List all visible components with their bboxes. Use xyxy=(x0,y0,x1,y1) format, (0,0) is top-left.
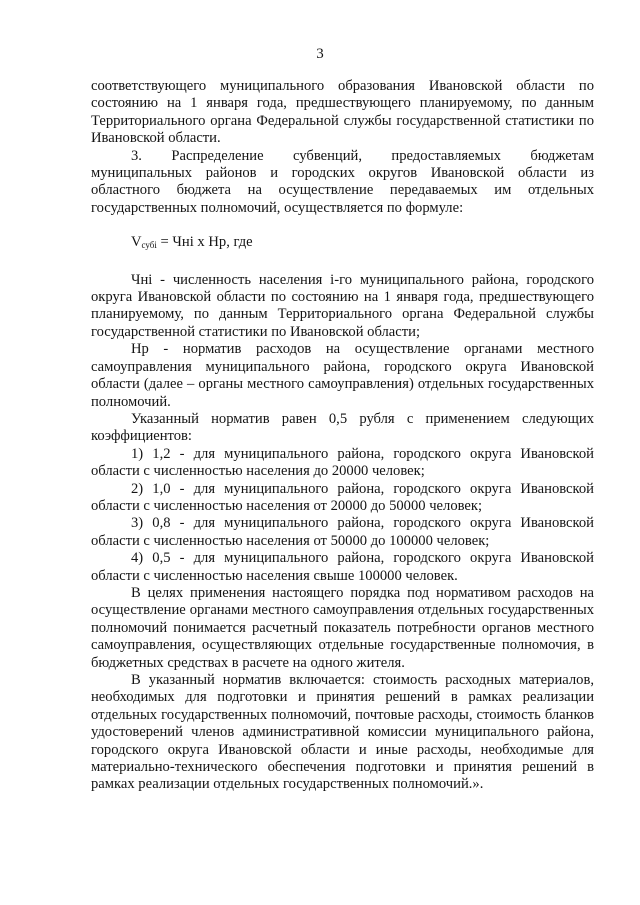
formula-subscript: субi xyxy=(141,240,157,251)
document-body xyxy=(91,78,594,794)
formula-expression: = Чнi х Нр, где xyxy=(156,234,253,251)
paragraph-norm-meaning: В целях применения настоящего порядка под нормативом расходов на осуществление органами местного самоуправления отдельных государственных полномочий понимается расчетный показатель потребности органов местного самоуправления, осуществляющих отдельные государственные полномочия, в бюджетных средствах в расчете на одного жителя. xyxy=(91,584,594,671)
paragraph-distribution-formula-intro: 3. Распределение субвенций, предоставляемых бюджетам муниципальных районов и городских округов Ивановской области из областного бюджета на осуществление передаваемых им отдельных государственных полномочий, осуществляется по формуле: xyxy=(91,147,594,216)
paragraph-population-source: соответствующего муниципального образования Ивановской области по состоянию на 1 января года, предшествующего планируемому, по данным Территориального органа Федеральной службы государственной статистики по Ивановской области. xyxy=(91,78,594,147)
page-number: 3 xyxy=(316,46,324,62)
paragraph-norm-value: Указанный норматив равен 0,5 рубля с применением следующих коэффициентов: xyxy=(91,410,594,445)
coefficient-item-4: 4) 0,5 - для муниципального района, городского округа Ивановской области с численностью населения свыше 100000 человек. xyxy=(91,550,594,584)
formula-variable: V xyxy=(131,234,142,251)
coefficient-item-1: 1) 1,2 - для муниципального района, городского округа Ивановской области с численностью населения до 20000 человек; xyxy=(91,445,594,480)
coefficient-item-2: 2) 1,0 - для муниципального района, городского округа Ивановской области с численностью населения от 20000 до 50000 человек; xyxy=(91,480,594,514)
formula xyxy=(91,234,594,254)
paragraph-np-definition: Нр - норматив расходов на осуществление органами местного самоуправления муниципального района, городского округа Ивановской области (далее – органы местного самоуправления) отдельных государственных полномочий. xyxy=(91,341,594,410)
coefficient-item-3: 3) 0,8 - для муниципального района, городского округа Ивановской области с численностью населения от 50000 до 100000 человек; xyxy=(91,515,594,549)
paragraph-chni-definition: Чнi - численность населения i-го муниципального района, городского округа Ивановской области по состоянию на 1 января года, предшествующего планируемому, по данным Территориального органа Федеральной службы государственной статистики по Ивановской области; xyxy=(91,271,594,340)
paragraph-norm-contents: В указанный норматив включается: стоимость расходных материалов, необходимых для подготовки и принятия решений в рамках реализации отдельных государственных полномочий, почтовые расходы, стоимость бланков удостоверений членов административной комиссии муниципального района, городского округа Ивановской области и иные расходы, необходимые для материально-технического обеспечения подготовки и принятия решений в рамках реализации отдельных государственных полномочий.». xyxy=(91,672,594,793)
